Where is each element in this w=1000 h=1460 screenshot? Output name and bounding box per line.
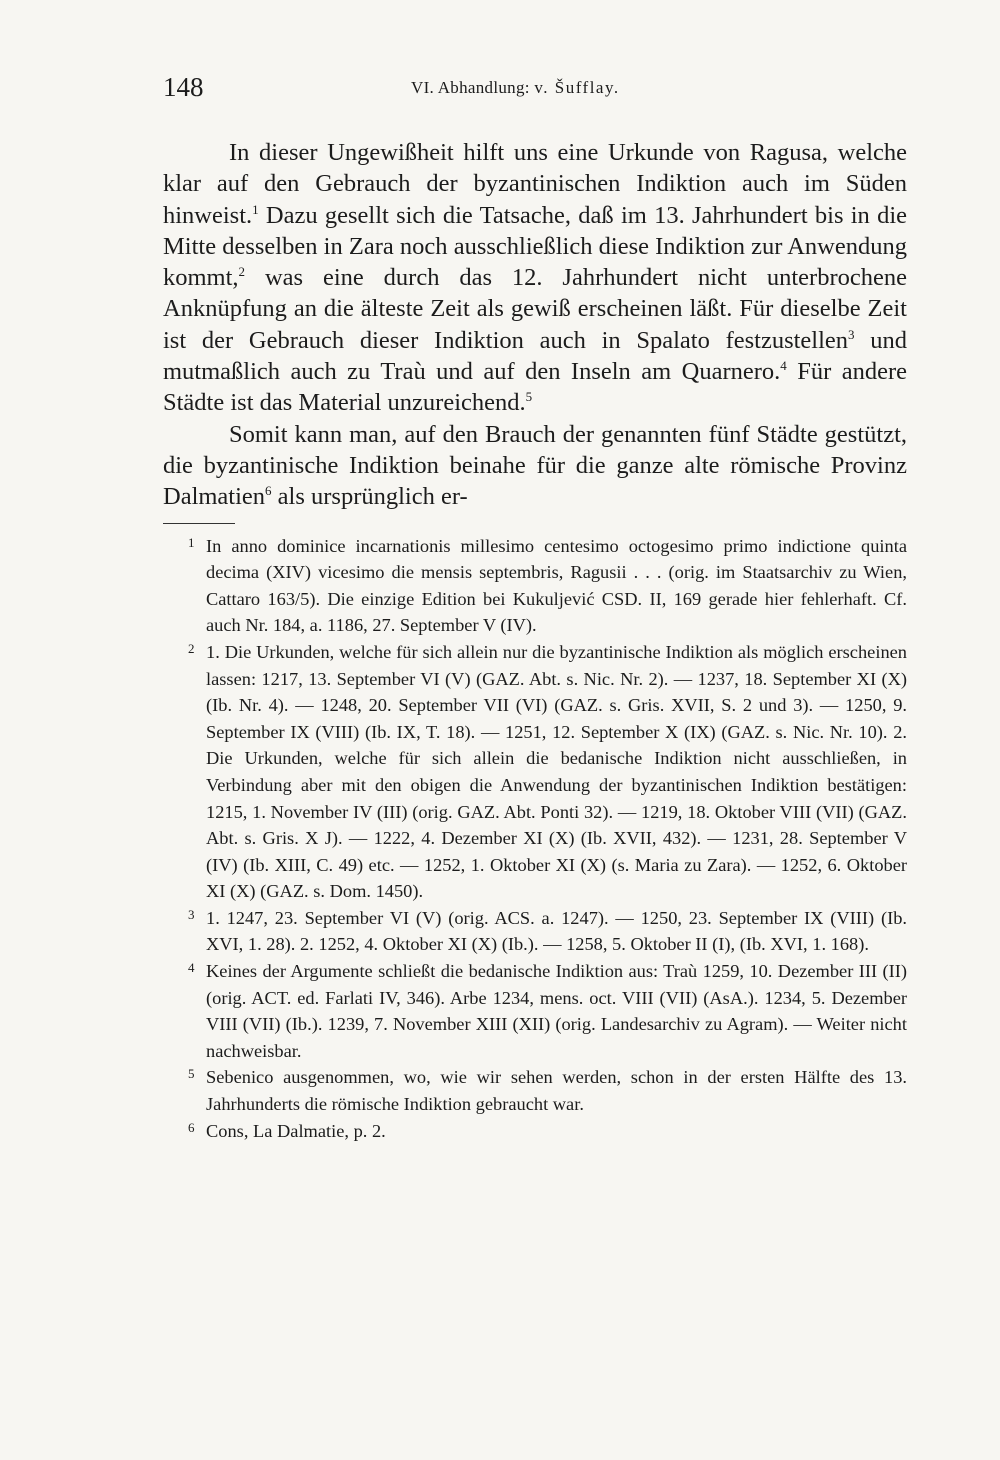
paragraph-2-part-a: Somit kann man, auf den Brauch der genannten fünf Städte gestützt, die byzantinische Indiktion beinahe für die ganze alte römische Provinz Dalmatien [163, 420, 907, 511]
paragraph-1-part-e: Für andere Städte ist das Material unzureichend. [163, 358, 907, 417]
footnotes [163, 533, 907, 1145]
footnote-ref-5: 5 [525, 389, 533, 405]
footnote-6 [163, 1118, 907, 1145]
footnote-text: Cons, La Dalmatie, p. 2. [206, 1120, 386, 1141]
book-page [163, 70, 907, 1144]
footnote-separator [163, 523, 235, 524]
paragraph-1-part-c: was eine durch das 12. Jahrhundert nicht unterbrochene Anknüpfung an die älteste Zeit als gewiß erscheinen läßt. Für dieselbe Zeit ist der Gebrauch dieser Indiktion auch in Spalato festzustellen [163, 264, 907, 354]
running-head-section: VI. Abhandlung: [411, 78, 530, 97]
footnote-5 [163, 1064, 907, 1117]
page-header [163, 70, 907, 110]
footnote-mark: 3 [188, 906, 195, 922]
page-number: 148 [163, 72, 204, 102]
footnote-4 [163, 958, 907, 1064]
paragraph-2-part-b: als ursprünglich er- [271, 483, 468, 511]
paragraph-2 [163, 419, 907, 513]
paragraph-1 [163, 137, 907, 419]
footnote-text: Keines der Argumente schließt die bedanische Indiktion aus: Traù 1259, 10. Dezember III (II) (orig. ACT. ed. Farlati IV, 346). Arbe 1234, mens. oct. VIII (VII) (AsA.). 1234, 5. Dezember VIII (VII) (Ib.). 1239, 7. November XIII (XII) (orig. Landesarchiv zu Agram). — Weiter nicht nachweisbar. [206, 961, 907, 1061]
footnote-mark: 5 [188, 1066, 195, 1082]
footnote-ref-4: 4 [780, 358, 787, 374]
paragraph-1-part-d: und mutmaßlich auch zu Traù und auf den Inseln am Quarnero. [163, 326, 908, 386]
footnote-3 [163, 905, 907, 958]
footnote-1 [163, 533, 907, 639]
footnote-mark: 1 [188, 534, 195, 550]
footnote-mark: 4 [188, 960, 195, 976]
running-head-author: v. Šufflay. [534, 78, 620, 97]
footnote-ref-1: 1 [252, 201, 259, 217]
footnote-text: In anno dominice incarnationis millesimo centesimo octogesimo primo indictione quinta decima (XIV) vicesimo die mensis septembris, Ragusii . . . (orig. im Staatsarchiv zu Wien, Cattaro 163/5). Die einzige Edition bei Kukuljević CSD. II, 169 gerade hier fehlerhaft. Cf. auch Nr. 184, a. 1186, 27. September V (IV). [206, 535, 907, 636]
main-text [163, 137, 907, 513]
footnote-ref-6: 6 [265, 483, 272, 499]
footnote-2 [163, 639, 907, 905]
footnote-ref-3: 3 [848, 326, 855, 342]
footnote-text: 1. 1247, 23. September VI (V) (orig. ACS. a. 1247). — 1250, 23. September IX (VIII) (Ib. XVI, 1. 28). 2. 1252, 4. Oktober XI (X) (Ib.). — 1258, 5. Oktober II (I), (Ib. XVI, 1. 168). [206, 907, 907, 955]
footnote-mark: 2 [188, 640, 195, 656]
running-head [411, 78, 620, 98]
paragraph-1-part-b: Dazu gesellt sich die Tatsache, daß im 13. Jahrhundert bis in die Mitte desselben in Zara noch ausschließlich diese Indiktion zur Anwendung kommt, [163, 201, 907, 292]
footnote-text: Sebenico ausgenommen, wo, wie wir sehen werden, schon in der ersten Hälfte des 13. Jahrhunderts die römische Indiktion gebraucht war. [206, 1067, 907, 1115]
footnote-ref-2: 2 [238, 264, 246, 280]
footnote-text: 1. Die Urkunden, welche für sich allein nur die byzantinische Indiktion als möglich erscheinen lassen: 1217, 13. September VI (V) (GAZ. Abt. s. Nic. Nr. 2). — 1237, 18. September XI (X) (Ib. Nr. 4). — 1248, 20. September VII (VI) (GAZ. s. Gris. XVII, S. 2 und 3). — 1250, 9. September IX (VIII) (Ib. IX, T. 18). — 1251, 12. September X (IX) (GAZ. s. Nic. Nr. 10). 2. Die Urkunden, welche für sich allein die bedanische Indiktion nicht ausschließen, in Verbindung aber mit den obigen die Anwendung der byzantinischen Indiktion bestätigen: 1215, 1. November IV (III) (orig. GAZ. Abt. Ponti 32). — 1219, 18. Oktober VIII (VII) (GAZ. Abt. s. Gris. X J). — 1222, 4. Dezember XI (X) (Ib. XVII, 432). — 1231, 28. September V (IV) (Ib. XIII, C. 49) etc. — 1252, 1. Oktober XI (X) (s. Maria zu Zara). — 1252, 6. Oktober XI (X) (GAZ. s. Dom. 1450). [206, 641, 907, 902]
paragraph-1-part-a: In dieser Ungewißheit hilft uns eine Urkunde von Ragusa, welche klar auf den Gebrauch der byzantinischen Indiktion auch im Süden hinweist. [163, 139, 907, 229]
footnote-mark: 6 [188, 1119, 195, 1135]
